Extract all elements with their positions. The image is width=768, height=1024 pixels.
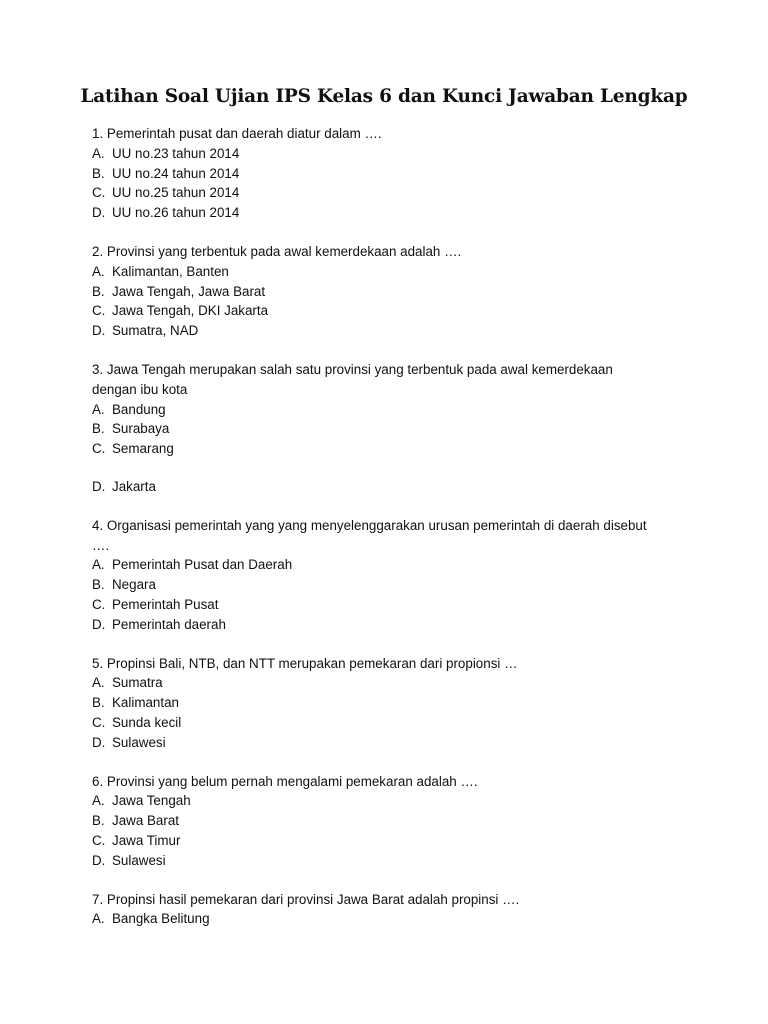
answer-option-b xyxy=(92,693,652,713)
option-letter: A. xyxy=(92,793,105,809)
answer-option-b xyxy=(92,164,652,184)
option-text: Jawa Timur xyxy=(112,832,181,848)
question-stem: 1. Pemerintah pusat dan daerah diatur dalam …. xyxy=(92,126,382,141)
option-letter: D. xyxy=(92,323,106,339)
question-1 xyxy=(92,124,652,223)
option-letter: B. xyxy=(92,283,105,299)
answer-option-c xyxy=(92,183,652,203)
question-stem: 7. Propinsi hasil pemekaran dari provinsi Jawa Barat adalah propinsi …. xyxy=(92,891,520,907)
answer-option-b xyxy=(92,419,652,439)
answer-option-a xyxy=(92,262,652,282)
option-text: Sulawesi xyxy=(112,734,166,750)
question-4 xyxy=(92,516,652,635)
option-text: Pemerintah daerah xyxy=(112,616,226,632)
option-text: Sunda kecil xyxy=(112,714,182,730)
blank-line xyxy=(92,459,652,477)
option-text: Semarang xyxy=(112,441,174,457)
option-letter: A. xyxy=(92,145,105,161)
option-text: Bangka Belitung xyxy=(112,911,210,927)
answer-option-b xyxy=(92,575,652,595)
document-title: Latihan Soal Ujian IPS Kelas 6 dan Kunci Jawaban Lengkap xyxy=(80,86,688,107)
option-letter: D. xyxy=(92,734,106,750)
question-5 xyxy=(92,654,652,753)
option-letter: D. xyxy=(92,478,106,494)
question-2 xyxy=(92,242,652,341)
question-7 xyxy=(92,890,652,930)
answer-option-a xyxy=(92,555,652,575)
option-text: Surabaya xyxy=(112,421,170,437)
question-list xyxy=(92,124,652,929)
option-letter: B. xyxy=(92,577,105,593)
answer-option-b xyxy=(92,282,652,302)
question-6 xyxy=(92,772,652,871)
option-text: Bandung xyxy=(112,401,166,417)
option-text: UU no.25 tahun 2014 xyxy=(112,185,240,201)
question-stem: 2. Provinsi yang terbentuk pada awal kemerdekaan adalah …. xyxy=(92,243,462,259)
option-text: Kalimantan xyxy=(112,695,179,711)
answer-option-d xyxy=(92,321,652,341)
answer-option-c xyxy=(92,831,652,851)
question-stem: 6. Provinsi yang belum pernah mengalami pemekaran adalah …. xyxy=(92,773,478,789)
option-letter: A. xyxy=(92,911,105,927)
option-letter: C. xyxy=(92,185,106,201)
option-text: Kalimantan, Banten xyxy=(112,263,229,279)
answer-option-c xyxy=(92,439,652,459)
option-text: Pemerintah Pusat dan Daerah xyxy=(112,557,293,573)
answer-option-d xyxy=(92,615,652,635)
option-text: Jakarta xyxy=(112,478,156,494)
answer-option-d xyxy=(92,477,652,497)
option-text: UU no.24 tahun 2014 xyxy=(112,165,240,181)
option-text: Negara xyxy=(112,577,156,593)
answer-option-c xyxy=(92,595,652,615)
option-letter: C. xyxy=(92,441,106,457)
option-letter: B. xyxy=(92,813,105,829)
option-text: Sulawesi xyxy=(112,852,166,868)
option-text: Jawa Tengah, Jawa Barat xyxy=(112,283,266,299)
option-text: Sumatra, NAD xyxy=(112,323,199,339)
answer-option-a xyxy=(92,673,652,693)
option-letter: C. xyxy=(92,714,106,730)
option-letter: C. xyxy=(92,303,106,319)
option-text: Jawa Tengah xyxy=(112,793,191,809)
option-letter: D. xyxy=(92,205,106,221)
option-text: Sumatra xyxy=(112,675,163,691)
answer-option-a xyxy=(92,400,652,420)
answer-option-b xyxy=(92,811,652,831)
answer-option-c xyxy=(92,713,652,733)
answer-option-c xyxy=(92,301,652,321)
option-letter: D. xyxy=(92,852,106,868)
answer-option-d xyxy=(92,851,652,871)
option-letter: B. xyxy=(92,695,105,711)
option-letter: A. xyxy=(92,675,105,691)
option-text: UU no.26 tahun 2014 xyxy=(112,205,240,221)
question-stem: 3. Jawa Tengah merupakan salah satu provinsi yang terbentuk pada awal kemerdekaan dengan ibu kota xyxy=(92,361,613,397)
option-text: UU no.23 tahun 2014 xyxy=(112,145,240,161)
answer-option-d xyxy=(92,203,652,223)
question-stem: 4. Organisasi pemerintah yang yang menyelenggarakan urusan pemerintah di daerah disebut …. xyxy=(92,517,647,553)
answer-option-a xyxy=(92,909,652,929)
option-letter: A. xyxy=(92,401,105,417)
option-letter: A. xyxy=(92,263,105,279)
option-letter: B. xyxy=(92,421,105,437)
option-text: Pemerintah Pusat xyxy=(112,596,219,612)
question-3 xyxy=(92,360,652,497)
option-letter: C. xyxy=(92,596,106,612)
option-text: Jawa Barat xyxy=(112,813,179,829)
option-letter: C. xyxy=(92,832,106,848)
question-stem: 5. Propinsi Bali, NTB, dan NTT merupakan pemekaran dari propionsi … xyxy=(92,655,518,671)
option-letter: B. xyxy=(92,165,105,181)
option-letter: A. xyxy=(92,557,105,573)
answer-option-a xyxy=(92,791,652,811)
answer-option-d xyxy=(92,733,652,753)
answer-option-a xyxy=(92,144,652,164)
option-letter: D. xyxy=(92,616,106,632)
option-text: Jawa Tengah, DKI Jakarta xyxy=(112,303,269,319)
